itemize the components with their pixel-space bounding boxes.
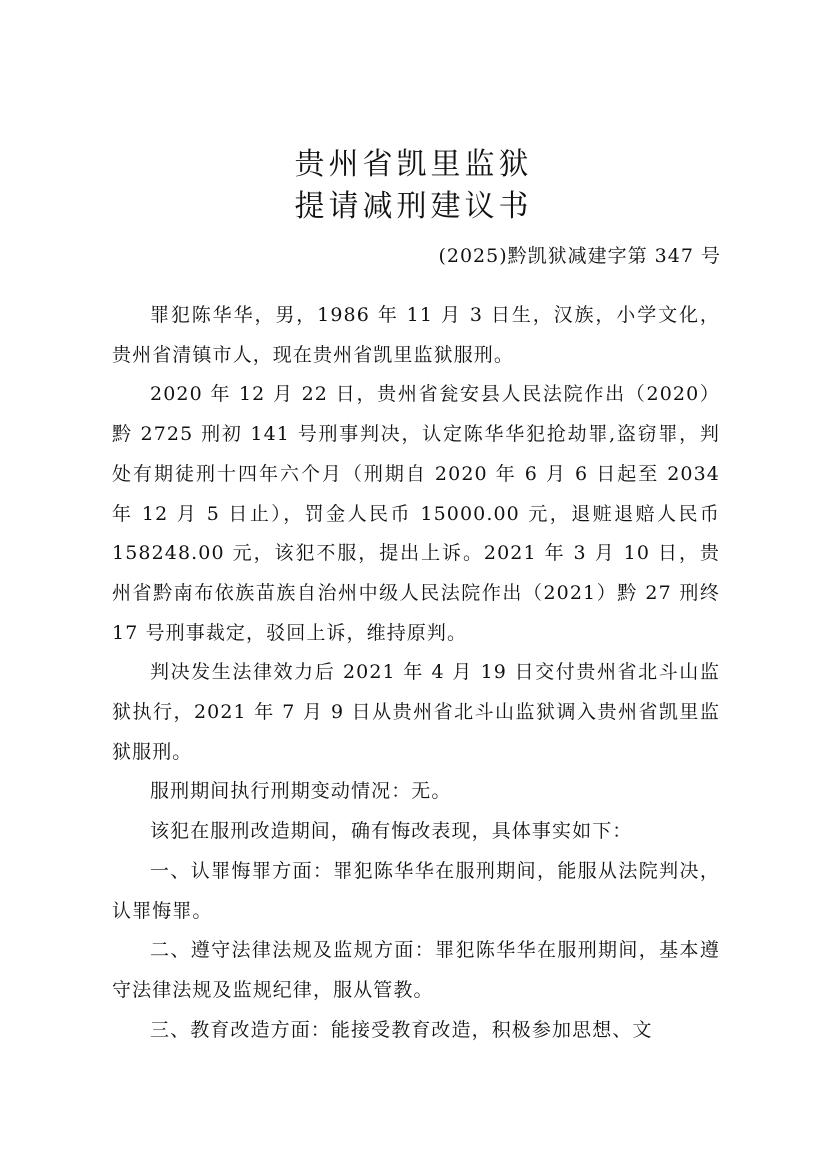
paragraph-admission-of-guilt: 一、认罪悔罪方面：罪犯陈华华在服刑期间，能服从法院判决，认罪悔罪。 <box>112 859 720 922</box>
paragraph-education: 三、教育改造方面：能接受教育改造，积极参加思想、文 <box>150 1018 653 1041</box>
title-document-type: 提请减刑建议书 <box>294 189 533 224</box>
paragraph-criminal-info: 罪犯陈华华，男，1986 年 11 月 3 日生，汉族，小学文化，贵州省清镇市人，现在贵州省凯里监狱服刑。 <box>112 304 720 366</box>
title-institution: 贵州省凯里监狱 <box>294 147 533 182</box>
paragraph-sentence-changes: 服刑期间执行刑期变动情况：无。 <box>150 780 452 803</box>
paragraph-repentance-intro: 该犯在服刑改造期间，确有悔改表现，具体事实如下： <box>150 820 633 843</box>
paragraph-execution: 判决发生法律效力后 2021 年 4 月 19 日交付贵州省北斗山监狱执行，2021 年 7 月 9 日从贵州省北斗山监狱调入贵州省凯里监狱服刑。 <box>112 661 720 763</box>
paragraph-law-compliance: 二、遵守法律法规及监规方面：罪犯陈华华在服刑期间，基本遵守法律法规及监规纪律，服从管教。 <box>112 939 720 1001</box>
document-number: (2025)黔凯狱减建字第 347 号 <box>438 245 721 267</box>
document-body <box>112 296 720 1050</box>
paragraph-judgment: 2020 年 12 月 22 日，贵州省瓮安县人民法院作出（2020）黔 2725 刑初 141 号刑事判决，认定陈华华犯抢劫罪,盗窃罪，判处有期徒刑十四年六个月（刑期自 2020 年 6 月 6 日起至 2034 年 12 月 5 日止），罚金人民币 15000.00 元，退赃退赔人民币 158248.00 元，该犯不服，提出上诉。2021 年 3 月 10 日，贵州省黔南布依族苗族自治州中级人民法院作出（2021）黔 27 刑终 17 号刑事裁定，驳回上诉，维持原判。 <box>112 383 720 644</box>
